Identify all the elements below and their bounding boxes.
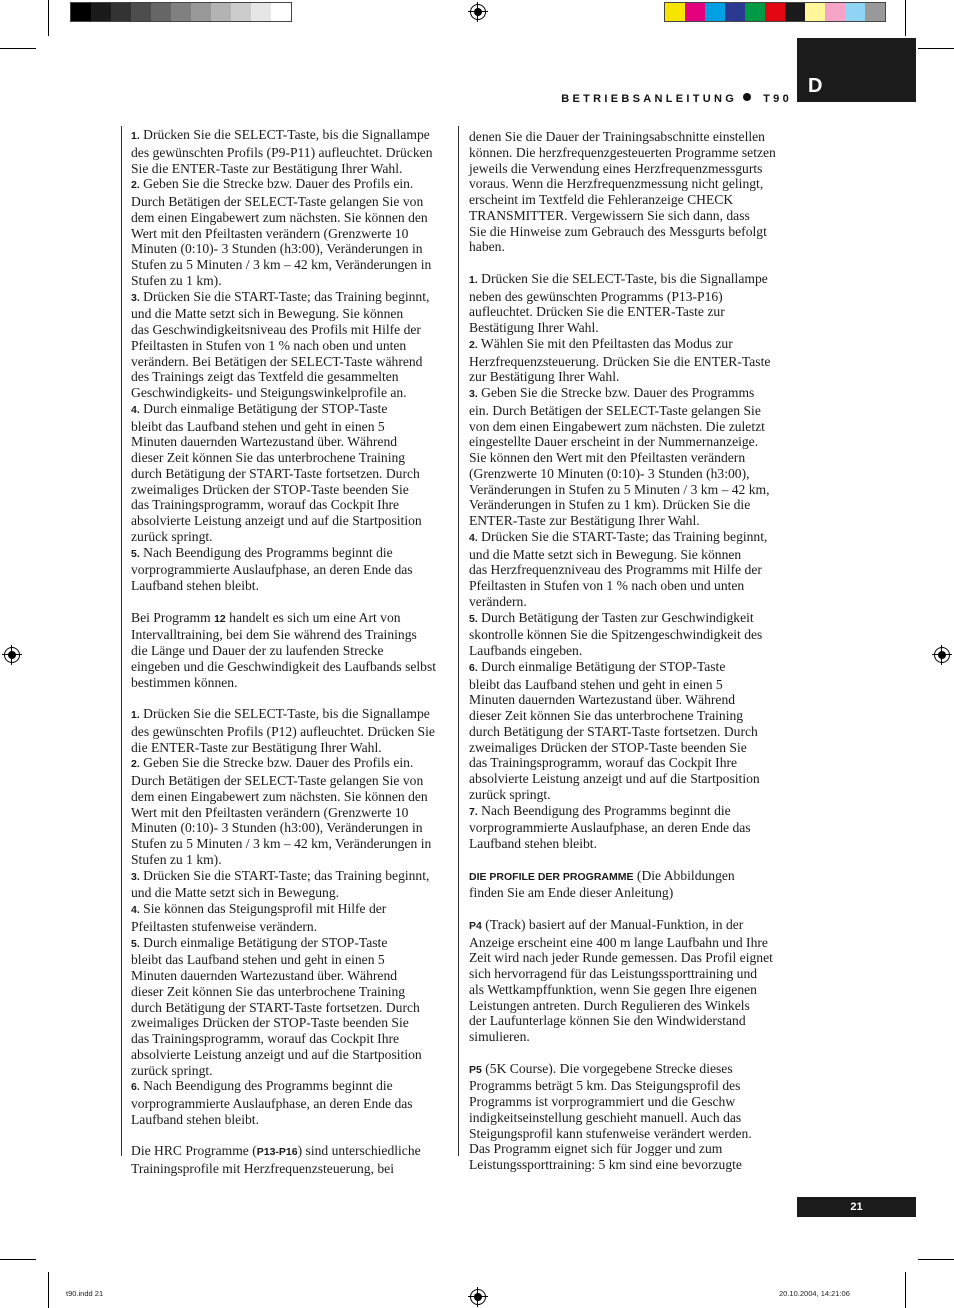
paragraph: 3. Drücken Sie die START-Taste; das Training beginnt, und die Matte setzt sich in Bewegung. Sie können das Geschwindigkeitsniveau des Profils mit Hilfe der Pfeiltasten in Stufen von 1 % nach oben und unten verändern. Bei Betätigen der SELECT-Taste während des Trainings zeigt das Textfeld die gesammelten Geschwindigkeits- und Steigungswinkelprofile an. — [131, 288, 430, 400]
crop-mark — [918, 48, 954, 49]
step-number: 5. — [469, 612, 478, 625]
step-number: P4 — [469, 919, 482, 932]
column-rule — [121, 126, 122, 1156]
step-number: 5. — [131, 937, 140, 950]
paragraph: 1. Drücken Sie die SELECT-Taste, bis die Signallampe des gewünschten Profils (P9-P11) aufleuchtet. Drücken Sie die ENTER-Taste zur Bestätigung Ihrer Wahl. — [131, 127, 433, 176]
step-number: P13-P16 — [256, 1146, 298, 1159]
paragraph: 4. Drücken Sie die START-Taste; das Training beginnt, und die Matte setzt sich in Bewegung. Sie können das Herzfrequenzniveau des Programms mit Hilfe der Pfeiltasten in Stufen von 1 % nach oben und unten verändern. — [469, 528, 768, 609]
crop-mark — [0, 48, 36, 49]
color-swatch — [71, 3, 91, 21]
color-swatch — [825, 3, 845, 21]
paragraph: 5. Durch einmalige Betätigung der STOP-Taste bleibt das Laufband stehen und geht in einen 5 Minuten dauernden Wartezustand über. Während dieser Zeit können Sie das unterbrochene Training durch Betätigung der START-Taste fortsetzen. Durch zweimaliges Drücken der STOP-Taste beenden Sie das Trainingsprogramm, worauf das Cockpit Ihre absolvierte Leistung anzeigt und auf die Startposition zurück springt. — [131, 934, 422, 1078]
color-swatch — [211, 3, 231, 21]
color-swatch — [705, 3, 725, 21]
paragraph-gap — [131, 594, 449, 610]
color-swatch — [191, 3, 211, 21]
paragraph: 6. Durch einmalige Betätigung der STOP-Taste bleibt das Laufband stehen und geht in einen 5 Minuten dauernden Wartezustand über. Während dieser Zeit können Sie das unterbrochene Training durch Betätigung der START-Taste fortsetzen. Durch zweimaliges Drücken der STOP-Taste beenden Sie das Trainingsprogramm, worauf das Cockpit Ihre absolvierte Leistung anzeigt und auf die Startposition zurück springt. — [469, 658, 760, 802]
color-swatch — [765, 3, 785, 21]
color-swatch — [131, 3, 151, 21]
paragraph: 3. Drücken Sie die START-Taste; das Training beginnt, und die Matte setzt sich in Bewegung. — [131, 867, 430, 901]
registration-mark-icon — [470, 4, 486, 20]
step-number: 1. — [131, 709, 140, 721]
color-swatch — [725, 3, 745, 21]
crop-mark — [905, 0, 906, 36]
paragraph: Bei Programm 12 handelt es sich um eine Art von Intervalltraining, bei dem Sie während des Trainings die Länge und Dauer der zu laufenden Strecke eingeben und die Geschwindigkeit des Laufbands selbst bestimmen können. — [131, 609, 437, 690]
step-number: DIE PROFILE DER PROGRAMME — [469, 870, 634, 883]
step-number: 6. — [469, 661, 478, 674]
step-number: 2. — [131, 179, 140, 192]
step-number: 2. — [131, 758, 140, 771]
step-number: 3. — [131, 870, 140, 883]
color-swatch — [151, 3, 171, 21]
color-swatch — [845, 3, 865, 21]
grayscale-bar — [70, 2, 292, 22]
paragraph: 1. Drücken Sie die SELECT-Taste, bis die Signallampe neben des gewünschten Programms (P13-P16) aufleuchtet. Drücken Sie die ENTER-Taste zur Bestätigung Ihrer Wahl. — [469, 270, 768, 335]
right-column — [469, 129, 787, 1173]
process-color-bar — [664, 2, 886, 22]
color-swatch — [251, 3, 271, 21]
column-rule — [458, 126, 459, 1156]
paragraph-gap — [131, 1128, 449, 1144]
crop-mark — [48, 0, 49, 36]
footer-file: t90.indd 21 — [66, 1289, 104, 1298]
step-number: 1. — [469, 273, 478, 286]
left-column — [131, 127, 449, 1177]
crop-mark — [48, 1272, 49, 1308]
step-number: 4. — [131, 904, 140, 916]
registration-mark-icon — [470, 1289, 486, 1305]
paragraph: 4. Durch einmalige Betätigung der STOP-Taste bleibt das Laufband stehen und geht in einen 5 Minuten dauernden Wartezustand über. Während dieser Zeit können Sie das unterbrochene Training durch Betätigung der START-Taste fortsetzen. Durch zweimaliges Drücken der STOP-Taste beenden Sie das Trainingsprogramm, worauf das Cockpit Ihre absolvierte Leistung anzeigt und auf die Startposition zurück springt. — [131, 400, 422, 544]
step-number: 7. — [469, 805, 478, 818]
paragraph: 2. Geben Sie die Strecke bzw. Dauer des Profils ein. Durch Betätigen der SELECT-Taste gelangen Sie von dem einen Eingabewert zum nächsten. Sie können den Wert mit den Pfeiltasten verändern (Grenzwerte 10 Minuten (0:10)- 3 Stunden (h3:00), Veränderungen in Stufen zu 5 Minuten / 3 km – 42 km, Veränderungen in Stufen zu 1 km). — [131, 755, 432, 867]
paragraph-gap — [469, 255, 787, 271]
step-number: 4. — [469, 531, 478, 544]
color-swatch — [111, 3, 131, 21]
step-number: 3. — [131, 291, 140, 304]
footer-timestamp: 20.10.2004, 14:21:06 — [779, 1289, 850, 1298]
paragraph: 3. Geben Sie die Strecke bzw. Dauer des Programms ein. Durch Betätigen der SELECT-Taste gelangen Sie von dem einen Eingabewert zum nächsten. Die zuletzt eingestellte Dauer erscheint in der Nummernanzeige. Sie können den Wert mit den Pfeiltasten verändern (Grenzwerte 10 Minuten (0:10)- 3 Stunden (h3:00), Veränderungen in Stufen zu 5 Minuten / 3 km – 42 km, Veränderungen in Stufen zu 1 km). Drücken Sie die ENTER-Taste zur Bestätigung Ihrer Wahl. — [469, 385, 770, 528]
paragraph: 4. Sie können das Steigungsprofil mit Hilfe der Pfeiltasten stufenweise verändern. — [131, 901, 387, 934]
paragraph: 2. Geben Sie die Strecke bzw. Dauer des Profils ein. Durch Betätigen der SELECT-Taste gelangen Sie von dem einen Eingabewert zum nächsten. Sie können den Wert mit den Pfeiltasten verändern (Grenzwerte 10 Minuten (0:10)- 3 Stunden (h3:00), Veränderungen in Stufen zu 5 Minuten / 3 km – 42 km, Veränderungen in Stufen zu 1 km). — [131, 176, 432, 288]
paragraph: P4 (Track) basiert auf der Manual-Funktion, in der Anzeige erscheint eine 400 m lange Laufbahn und Ihre Zeit wird nach jeder Runde gemessen. Das Profil eignet sich hervorragend für das Leistungssporttraining und als Wettkampffunktion, wenn Sie gegen Ihre eigenen Leistungen antreten. Durch Regulieren des Winkels der Laufunterlage können Sie den Windwiderstand simulieren. — [469, 916, 773, 1044]
paragraph-gap — [469, 1045, 787, 1061]
paragraph: P5 (5K Course). Die vorgegebene Strecke dieses Programms beträgt 5 km. Das Steigungsprofil des Programms ist vorprogrammiert und die Geschw indigkeitseinstellung geschieht manuell. Auch das Steigungsprofil kann stufenweise verändert werden. Das Programm eignet sich für Jogger und zum Leistungssporttraining: 5 km sind eine bevorzugte — [469, 1060, 752, 1172]
step-number: P5 — [469, 1063, 482, 1076]
crop-mark — [0, 1259, 36, 1260]
color-swatch — [785, 3, 805, 21]
step-number: 1. — [131, 130, 140, 142]
registration-mark-icon — [4, 647, 20, 663]
color-swatch — [865, 3, 885, 21]
language-tab — [797, 38, 916, 102]
paragraph: DIE PROFILE DER PROGRAMME (Die Abbildungen finden Sie am Ende dieser Anleitung) — [469, 867, 735, 901]
paragraph: 2. Wählen Sie mit den Pfeiltasten das Modus zur Herzfrequenzsteuerung. Drücken Sie die ENTER-Taste zur Bestätigung Ihrer Wahl. — [469, 335, 771, 385]
paragraph: 6. Nach Beendigung des Programms beginnt die vorprogrammierte Auslaufphase, an deren Ende das Laufband stehen bleibt. — [131, 1078, 413, 1127]
paragraph: 7. Nach Beendigung des Programms beginnt die vorprogrammierte Auslaufphase, an deren Ende das Laufband stehen bleibt. — [469, 802, 751, 851]
page-number: 21 — [797, 1197, 916, 1217]
paragraph: 5. Durch Betätigung der Tasten zur Geschwindigkeit skontrolle können Sie die Spitzengeschwindigkeit des Laufbands eingeben. — [469, 609, 763, 658]
step-number: 6. — [131, 1081, 140, 1094]
registration-mark-icon — [934, 647, 950, 663]
paragraph: Die HRC Programme (P13-P16) sind unterschiedliche Trainingsprofile mit Herzfrequenzsteuerung, bei — [131, 1143, 421, 1176]
paragraph-gap — [469, 901, 787, 917]
color-swatch — [271, 3, 291, 21]
step-number: 2. — [469, 338, 478, 351]
running-header — [561, 93, 792, 105]
color-swatch — [171, 3, 191, 21]
header-title: BETRIEBSANLEITUNG — [561, 93, 738, 105]
color-swatch — [805, 3, 825, 21]
paragraph: denen Sie die Dauer der Trainingsabschnitte einstellen können. Die herzfrequenzgesteuerten Programme setzen jeweils die Verwendung eines Herzfrequenzmessgurts voraus. Wenn die Herzfrequenzmessung nicht gelingt, erscheint im Textfeld die Fehleranzeige CHECK TRANSMITTER. Vergewissern Sie sich dann, dass Sie die Hinweise zum Gebrauch des Messgurts befolgt haben. — [469, 129, 776, 255]
step-number: 12 — [214, 612, 226, 625]
step-number: 3. — [469, 388, 478, 400]
crop-mark — [905, 1272, 906, 1308]
header-model: T90 — [763, 93, 792, 105]
color-swatch — [665, 3, 685, 21]
crop-mark — [918, 1259, 954, 1260]
step-number: 4. — [131, 403, 140, 416]
paragraph: 5. Nach Beendigung des Programms beginnt die vorprogrammierte Auslaufphase, an deren Ende das Laufband stehen bleibt. — [131, 544, 413, 593]
paragraph-gap — [469, 852, 787, 868]
color-swatch — [231, 3, 251, 21]
step-number: 5. — [131, 547, 140, 560]
color-swatch — [685, 3, 705, 21]
bullet-icon — [743, 93, 751, 101]
paragraph-gap — [131, 690, 449, 706]
color-swatch — [91, 3, 111, 21]
color-swatch — [745, 3, 765, 21]
language-code: D — [808, 75, 823, 97]
paragraph: 1. Drücken Sie die SELECT-Taste, bis die Signallampe des gewünschten Profils (P12) aufleuchtet. Drücken Sie die ENTER-Taste zur Bestätigung Ihrer Wahl. — [131, 706, 435, 755]
